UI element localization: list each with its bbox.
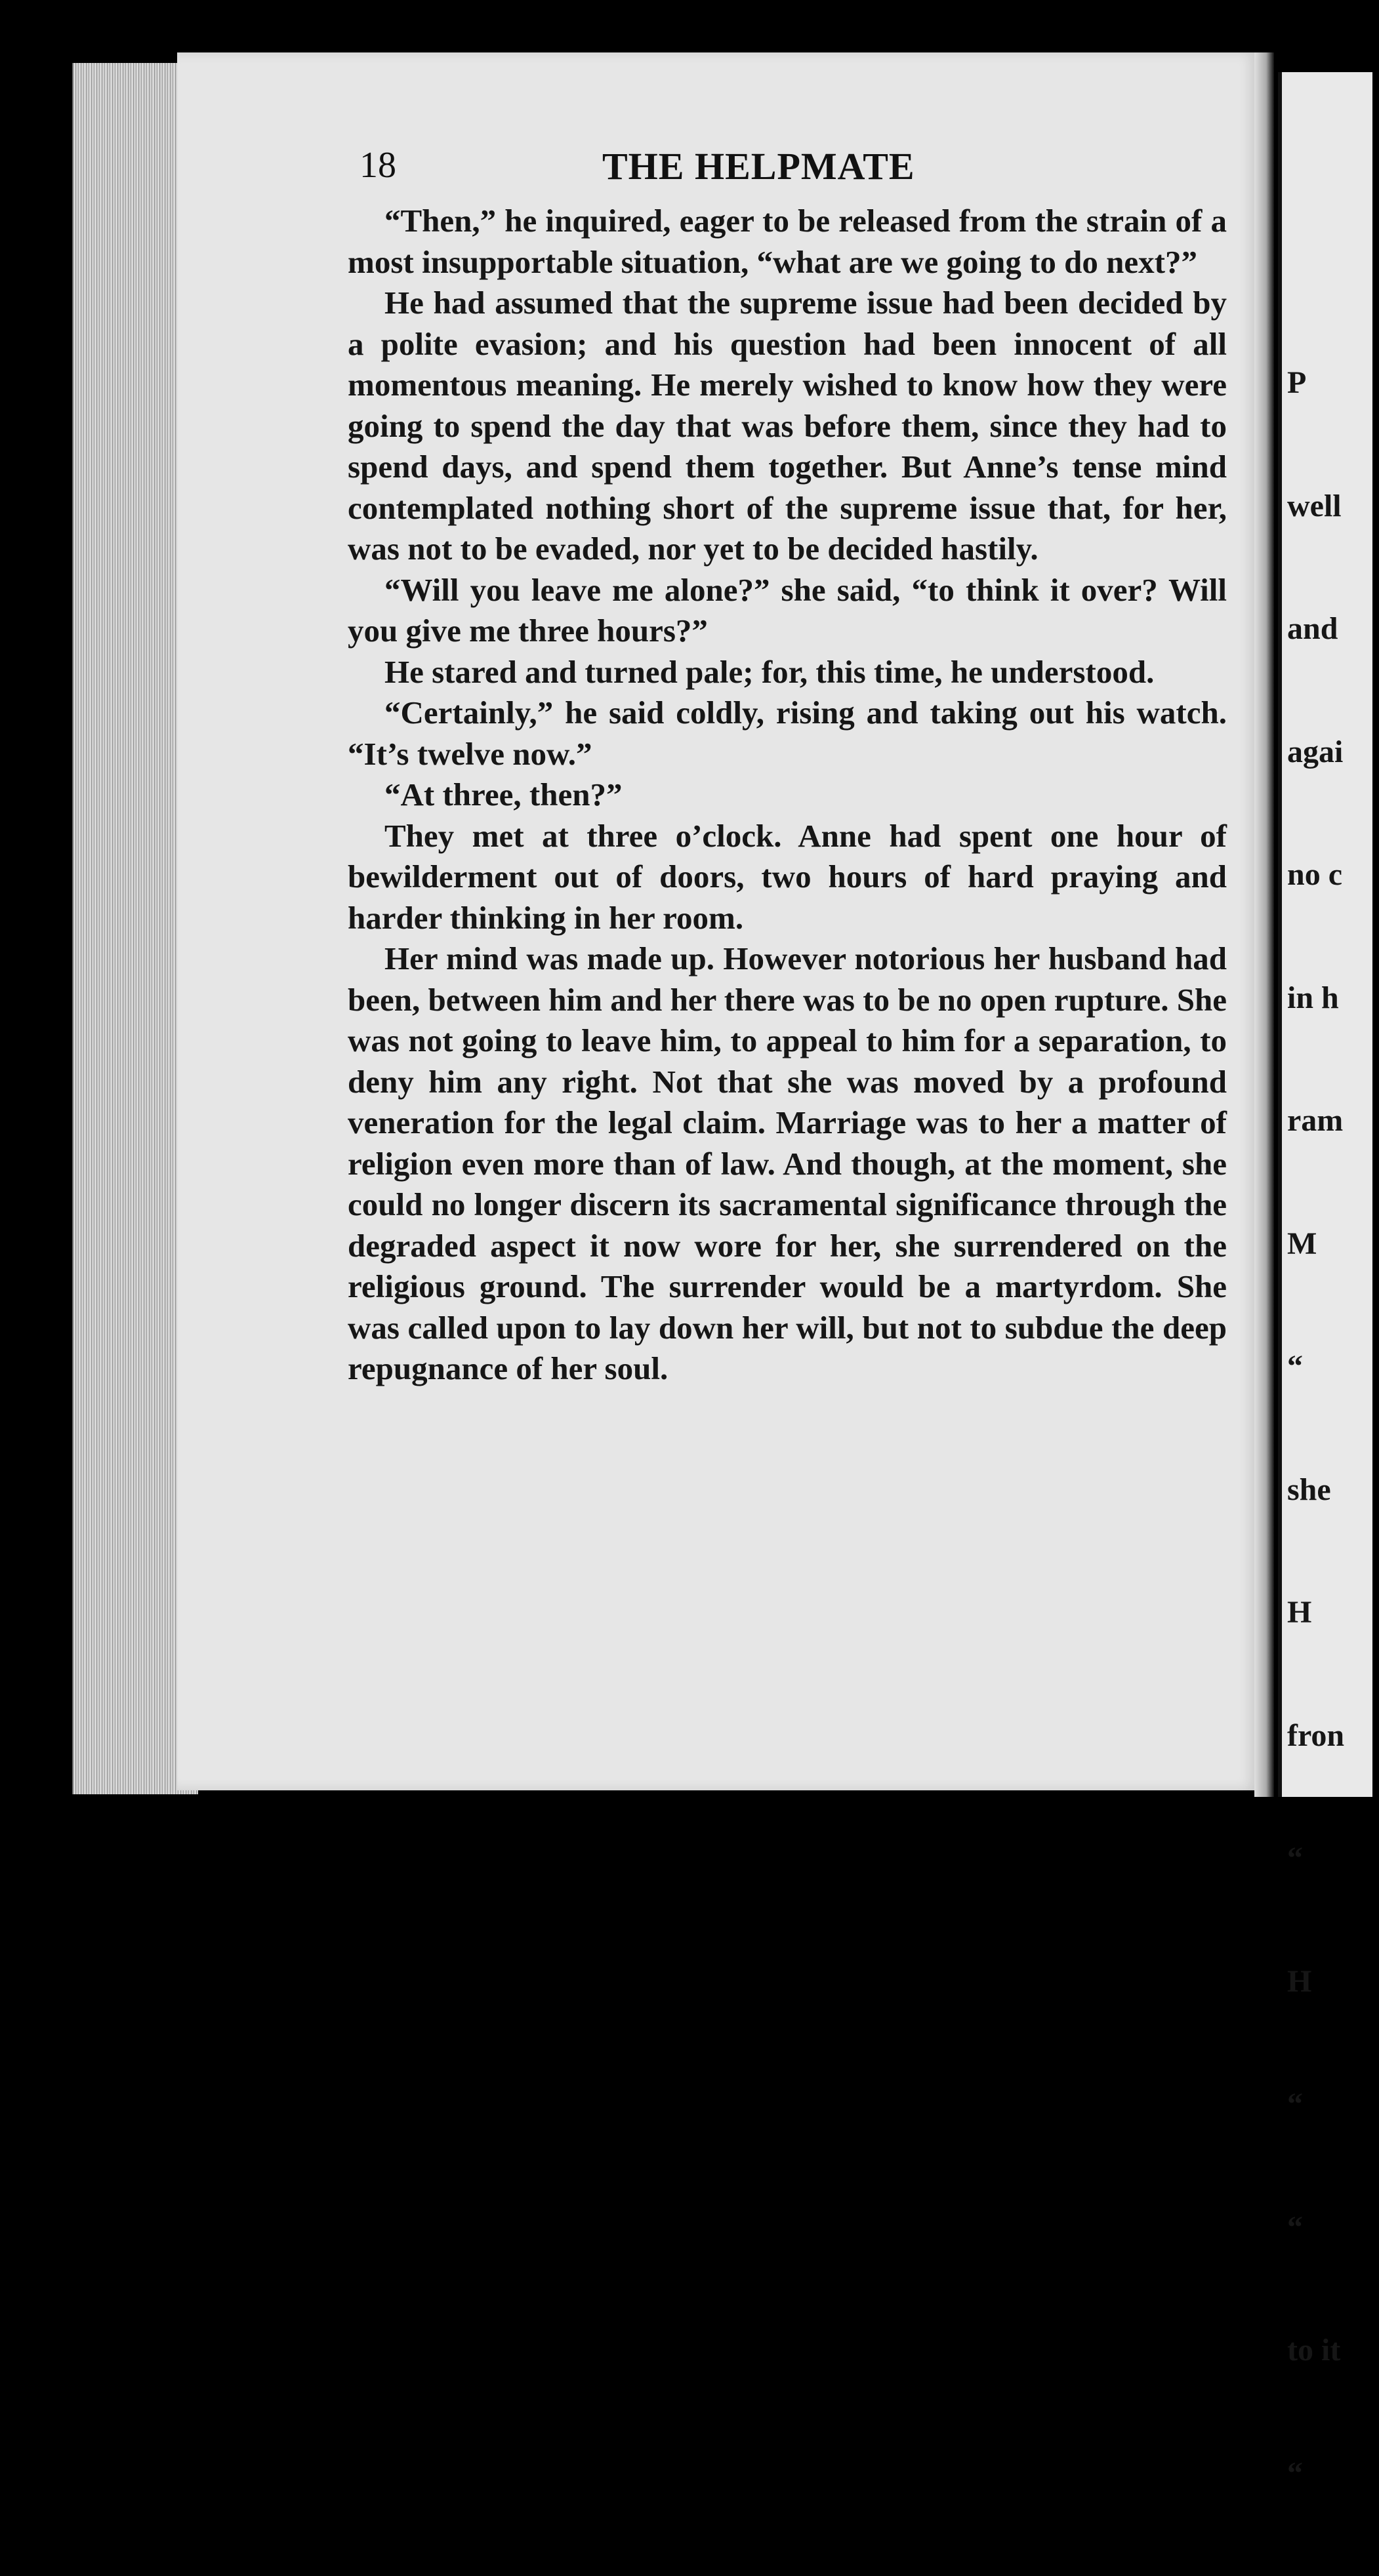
paragraph: He had assumed that the supreme issue had been decided by a polite evasion; and his question had been innocent of all momentous meaning. He merely wished to know how they were going to spend the day that was before them, since they had to spend days, and spend them together. But Anne’s tense mind contemplated nothing short of the supreme issue that, for her, was not to be evaded, nor yet to be decided hastily. xyxy=(348,285,1227,567)
facing-line: she xyxy=(1287,1472,1331,1507)
facing-line: “ xyxy=(1287,1841,1303,1876)
paragraph: “Will you leave me alone?” she said, “to think it over? Will you give me three hours?” xyxy=(348,571,1227,649)
facing-line: “ xyxy=(1287,2455,1303,2491)
facing-line: to it xyxy=(1287,2333,1341,2367)
facing-line: in h xyxy=(1287,980,1339,1015)
facing-line: well xyxy=(1287,488,1342,523)
paragraph: “At three, then?” xyxy=(384,776,623,813)
paragraph: Her mind was made up. However notorious her husband had been, between him and her there was to be no open rupture. She was not going to leave him, to appeal to him for a separation, to deny him any right. Not that she was moved by a profound veneration for the legal claim. Marriage was to her a matter of religion even more than of law. And though, at the moment, she could no longer discern its sacramental significance through the degraded aspect it now wore for her, she surrendered on the religious ground. The surrender would be a martyrdom. She was called upon to lay down her will, but not to subdue the deep repugnance of her soul. xyxy=(348,940,1227,1386)
paragraph: “Then,” he inquired, eager to be released from the strain of a most insupportable situation, “what are we going to do next?” xyxy=(348,203,1227,280)
paragraph: They met at three o’clock. Anne had spent one hour of bewilderment out of doors, two hours of hard praying and harder thinking in her room. xyxy=(348,817,1227,936)
facing-page-text xyxy=(1287,281,1379,2576)
running-title: THE HELPMATE xyxy=(602,145,915,188)
facing-line: “ xyxy=(1287,1349,1303,1384)
facing-line: “ xyxy=(1287,2087,1303,2122)
facing-line: H xyxy=(1287,1595,1312,1630)
facing-line: M xyxy=(1287,1226,1317,1261)
facing-line: agai xyxy=(1287,734,1344,769)
facing-line: ram xyxy=(1287,1103,1344,1138)
book-gutter xyxy=(1254,52,1274,1797)
facing-line: “ xyxy=(1287,2209,1303,2245)
facing-line: no c xyxy=(1287,857,1342,892)
facing-line: P xyxy=(1287,365,1307,400)
facing-line: and xyxy=(1287,611,1338,646)
page-body-text xyxy=(348,201,1227,1390)
facing-page xyxy=(1278,72,1372,2491)
facing-line: fron xyxy=(1287,1718,1345,1753)
paragraph: “Certainly,” he said coldly, rising and taking out his watch. “It’s twelve now.” xyxy=(348,694,1227,772)
facing-line: H xyxy=(1287,1963,1312,1999)
page-header xyxy=(360,144,989,193)
page-number: 18 xyxy=(360,145,396,186)
paragraph: He stared and turned pale; for, this time, he understood. xyxy=(384,653,1155,690)
